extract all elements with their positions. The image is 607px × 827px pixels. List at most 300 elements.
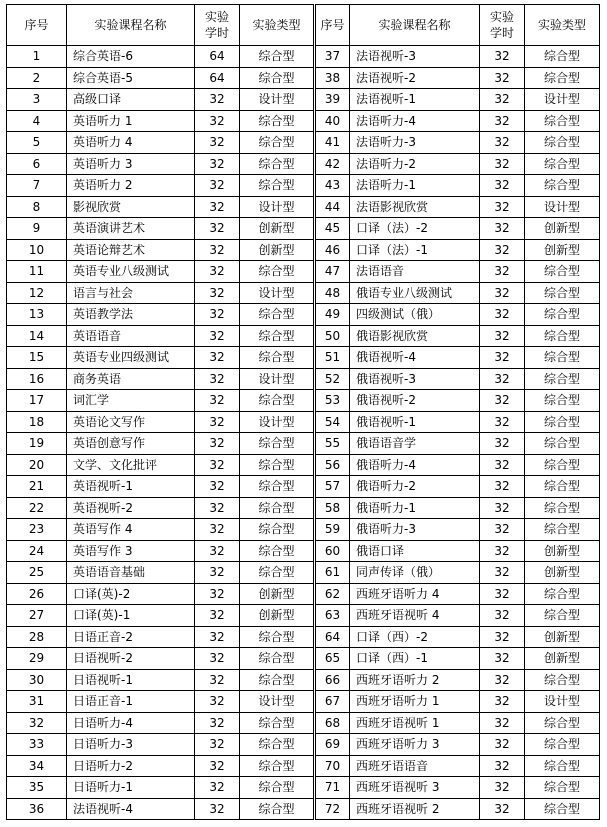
row-seq-right: 67	[315, 691, 350, 713]
row-type-right: 综合型	[525, 433, 600, 455]
row-seq: 13	[7, 304, 67, 326]
row-seq-right: 46	[315, 239, 350, 261]
row-course-name: 语言与社会	[67, 282, 195, 304]
row-course-name: 日语听力-4	[67, 712, 195, 734]
row-type-right: 综合型	[525, 261, 600, 283]
row-seq: 24	[7, 540, 67, 562]
row-hours-right: 32	[480, 433, 525, 455]
row-seq: 19	[7, 433, 67, 455]
header-course-name-right: 实验课程名称	[350, 5, 480, 46]
row-course-name: 口译(英)-1	[67, 605, 195, 627]
row-seq: 26	[7, 583, 67, 605]
row-seq-right: 37	[315, 46, 350, 68]
row-hours: 32	[195, 153, 240, 175]
row-type: 综合型	[240, 712, 315, 734]
row-seq: 15	[7, 347, 67, 369]
row-seq-right: 61	[315, 562, 350, 584]
row-hours-right: 32	[480, 691, 525, 713]
table-row	[7, 691, 600, 713]
table-row	[7, 712, 600, 734]
table-row	[7, 110, 600, 132]
header-hours-line1: 实验	[204, 10, 229, 24]
row-course-name-right: 法语影视欣赏	[350, 196, 480, 218]
row-hours-right: 32	[480, 626, 525, 648]
table-row	[7, 583, 600, 605]
row-seq: 18	[7, 411, 67, 433]
row-hours: 32	[195, 540, 240, 562]
row-seq-right: 44	[315, 196, 350, 218]
row-course-name-right: 法语视听-1	[350, 89, 480, 111]
row-seq-right: 69	[315, 734, 350, 756]
row-course-name-right: 西班牙语视听 2	[350, 798, 480, 820]
row-seq-right: 54	[315, 411, 350, 433]
row-hours: 32	[195, 497, 240, 519]
header-course-name: 实验课程名称	[67, 5, 195, 46]
table-row	[7, 562, 600, 584]
row-course-name-right: 西班牙语听力 3	[350, 734, 480, 756]
row-hours-right: 32	[480, 196, 525, 218]
row-hours: 32	[195, 476, 240, 498]
header-hours	[195, 5, 240, 46]
row-type-right: 综合型	[525, 798, 600, 820]
row-hours-right: 32	[480, 368, 525, 390]
row-course-name: 日语视听-1	[67, 669, 195, 691]
row-hours: 32	[195, 755, 240, 777]
row-seq-right: 43	[315, 175, 350, 197]
row-course-name-right: 口译（西）-2	[350, 626, 480, 648]
row-type: 综合型	[240, 132, 315, 154]
row-course-name: 英语听力 2	[67, 175, 195, 197]
row-seq-right: 49	[315, 304, 350, 326]
row-hours-right: 32	[480, 282, 525, 304]
row-course-name-right: 法语听力-1	[350, 175, 480, 197]
row-seq: 12	[7, 282, 67, 304]
row-hours: 32	[195, 261, 240, 283]
row-seq-right: 56	[315, 454, 350, 476]
row-course-name: 英语视听-1	[67, 476, 195, 498]
row-hours: 32	[195, 411, 240, 433]
row-seq: 36	[7, 798, 67, 820]
header-row	[7, 5, 600, 46]
row-seq-right: 48	[315, 282, 350, 304]
row-course-name: 英语听力 4	[67, 132, 195, 154]
row-type-right: 综合型	[525, 368, 600, 390]
row-type: 综合型	[240, 476, 315, 498]
row-hours-right: 32	[480, 648, 525, 670]
row-course-name: 日语视听-2	[67, 648, 195, 670]
row-seq: 32	[7, 712, 67, 734]
header-seq: 序号	[7, 5, 67, 46]
row-type-right: 综合型	[525, 669, 600, 691]
table-row	[7, 153, 600, 175]
row-type: 综合型	[240, 519, 315, 541]
header-type: 实验类型	[240, 5, 315, 46]
row-type-right: 综合型	[525, 46, 600, 68]
row-seq-right: 45	[315, 218, 350, 240]
row-hours: 32	[195, 562, 240, 584]
row-type: 综合型	[240, 540, 315, 562]
row-type: 综合型	[240, 347, 315, 369]
row-course-name-right: 西班牙语听力 2	[350, 669, 480, 691]
row-seq-right: 70	[315, 755, 350, 777]
row-type: 设计型	[240, 89, 315, 111]
row-hours: 32	[195, 239, 240, 261]
row-course-name-right: 口译（法）-2	[350, 218, 480, 240]
row-course-name-right: 法语听力-4	[350, 110, 480, 132]
table-row	[7, 390, 600, 412]
row-type-right: 综合型	[525, 304, 600, 326]
row-seq: 17	[7, 390, 67, 412]
table-row	[7, 605, 600, 627]
row-course-name: 英语写作 3	[67, 540, 195, 562]
row-type-right: 综合型	[525, 347, 600, 369]
row-seq-right: 65	[315, 648, 350, 670]
row-type-right: 综合型	[525, 67, 600, 89]
table-row	[7, 734, 600, 756]
table-body	[7, 46, 600, 820]
table-row	[7, 648, 600, 670]
row-seq-right: 62	[315, 583, 350, 605]
row-course-name-right: 同声传译（俄）	[350, 562, 480, 584]
row-hours-right: 32	[480, 110, 525, 132]
row-course-name-right: 俄语听力-1	[350, 497, 480, 519]
row-seq: 28	[7, 626, 67, 648]
header-hours-right	[480, 5, 525, 46]
row-seq-right: 51	[315, 347, 350, 369]
row-type-right: 综合型	[525, 476, 600, 498]
row-seq: 30	[7, 669, 67, 691]
row-seq: 1	[7, 46, 67, 68]
row-course-name: 英语论辩艺术	[67, 239, 195, 261]
row-course-name: 英语听力 1	[67, 110, 195, 132]
row-seq: 6	[7, 153, 67, 175]
row-seq: 20	[7, 454, 67, 476]
row-seq: 21	[7, 476, 67, 498]
row-seq-right: 38	[315, 67, 350, 89]
row-seq-right: 68	[315, 712, 350, 734]
row-course-name-right: 俄语语音学	[350, 433, 480, 455]
row-hours-right: 32	[480, 712, 525, 734]
row-seq: 11	[7, 261, 67, 283]
row-type-right: 综合型	[525, 325, 600, 347]
row-hours-right: 32	[480, 67, 525, 89]
row-type: 创新型	[240, 583, 315, 605]
row-type: 综合型	[240, 304, 315, 326]
table-row	[7, 669, 600, 691]
row-type: 设计型	[240, 368, 315, 390]
row-hours: 32	[195, 282, 240, 304]
row-seq: 34	[7, 755, 67, 777]
row-hours: 32	[195, 691, 240, 713]
row-type: 综合型	[240, 734, 315, 756]
row-course-name: 日语正音-1	[67, 691, 195, 713]
row-course-name: 英语论文写作	[67, 411, 195, 433]
row-seq-right: 50	[315, 325, 350, 347]
row-type-right: 综合型	[525, 519, 600, 541]
row-course-name: 英语演讲艺术	[67, 218, 195, 240]
row-type: 综合型	[240, 175, 315, 197]
row-hours: 32	[195, 777, 240, 799]
row-type-right: 综合型	[525, 390, 600, 412]
table-row	[7, 540, 600, 562]
row-type-right: 综合型	[525, 497, 600, 519]
row-hours-right: 32	[480, 89, 525, 111]
row-hours-right: 32	[480, 734, 525, 756]
row-hours: 32	[195, 712, 240, 734]
row-course-name-right: 西班牙语听力 1	[350, 691, 480, 713]
row-hours-right: 32	[480, 777, 525, 799]
row-course-name: 文学、文化批评	[67, 454, 195, 476]
row-seq-right: 52	[315, 368, 350, 390]
row-type: 综合型	[240, 153, 315, 175]
row-hours-right: 32	[480, 175, 525, 197]
row-type-right: 设计型	[525, 89, 600, 111]
row-hours-right: 32	[480, 605, 525, 627]
row-type-right: 综合型	[525, 110, 600, 132]
row-type-right: 综合型	[525, 605, 600, 627]
row-hours: 32	[195, 175, 240, 197]
row-type-right: 综合型	[525, 175, 600, 197]
row-seq-right: 66	[315, 669, 350, 691]
row-hours-right: 32	[480, 476, 525, 498]
row-course-name: 综合英语-6	[67, 46, 195, 68]
table-row	[7, 368, 600, 390]
row-seq-right: 53	[315, 390, 350, 412]
row-course-name-right: 西班牙语视听 4	[350, 605, 480, 627]
row-hours-right: 32	[480, 239, 525, 261]
row-hours-right: 32	[480, 218, 525, 240]
row-type-right: 综合型	[525, 755, 600, 777]
row-hours-right: 32	[480, 153, 525, 175]
row-course-name: 英语专业四级测试	[67, 347, 195, 369]
table-row	[7, 755, 600, 777]
row-type-right: 综合型	[525, 734, 600, 756]
row-hours-right: 32	[480, 583, 525, 605]
row-type: 创新型	[240, 218, 315, 240]
row-course-name: 英语写作 4	[67, 519, 195, 541]
row-course-name: 英语语音基础	[67, 562, 195, 584]
row-course-name: 英语专业八级测试	[67, 261, 195, 283]
row-course-name-right: 俄语口译	[350, 540, 480, 562]
row-hours-right: 32	[480, 261, 525, 283]
row-hours-right: 32	[480, 540, 525, 562]
table-row	[7, 218, 600, 240]
row-hours: 32	[195, 648, 240, 670]
row-hours: 32	[195, 304, 240, 326]
row-seq: 14	[7, 325, 67, 347]
table-row	[7, 476, 600, 498]
row-seq-right: 63	[315, 605, 350, 627]
row-seq: 33	[7, 734, 67, 756]
row-seq: 2	[7, 67, 67, 89]
row-hours: 32	[195, 798, 240, 820]
row-seq-right: 40	[315, 110, 350, 132]
row-hours-right: 32	[480, 519, 525, 541]
table-row	[7, 519, 600, 541]
row-hours: 32	[195, 132, 240, 154]
row-type: 综合型	[240, 433, 315, 455]
table-row	[7, 325, 600, 347]
row-course-name: 口译(英)-2	[67, 583, 195, 605]
row-type-right: 创新型	[525, 648, 600, 670]
row-course-name: 影视欣赏	[67, 196, 195, 218]
row-seq-right: 55	[315, 433, 350, 455]
row-seq: 7	[7, 175, 67, 197]
row-type: 综合型	[240, 390, 315, 412]
row-hours: 32	[195, 519, 240, 541]
row-type: 综合型	[240, 562, 315, 584]
row-course-name-right: 西班牙语听力 4	[350, 583, 480, 605]
row-hours: 32	[195, 454, 240, 476]
row-seq-right: 42	[315, 153, 350, 175]
row-hours: 64	[195, 46, 240, 68]
row-type-right: 综合型	[525, 282, 600, 304]
row-seq: 31	[7, 691, 67, 713]
row-hours: 32	[195, 734, 240, 756]
table-row	[7, 132, 600, 154]
row-type: 综合型	[240, 626, 315, 648]
row-course-name: 日语听力-3	[67, 734, 195, 756]
row-type: 综合型	[240, 777, 315, 799]
row-type-right: 设计型	[525, 196, 600, 218]
row-course-name: 高级口译	[67, 89, 195, 111]
row-course-name: 英语听力 3	[67, 153, 195, 175]
header-seq-right: 序号	[315, 5, 350, 46]
row-type: 综合型	[240, 325, 315, 347]
row-course-name: 英语创意写作	[67, 433, 195, 455]
row-course-name-right: 西班牙语视听 3	[350, 777, 480, 799]
row-type-right: 创新型	[525, 626, 600, 648]
row-type-right: 综合型	[525, 132, 600, 154]
row-seq: 3	[7, 89, 67, 111]
header-hours-line1-right: 实验	[489, 10, 514, 24]
header-type-right: 实验类型	[525, 5, 600, 46]
row-hours: 32	[195, 325, 240, 347]
row-hours-right: 32	[480, 798, 525, 820]
row-hours: 32	[195, 368, 240, 390]
row-type: 设计型	[240, 196, 315, 218]
row-type-right: 创新型	[525, 540, 600, 562]
row-course-name: 英语视听-2	[67, 497, 195, 519]
row-seq-right: 71	[315, 777, 350, 799]
row-course-name-right: 口译（法）-1	[350, 239, 480, 261]
table-row	[7, 777, 600, 799]
row-hours: 32	[195, 347, 240, 369]
row-hours: 32	[195, 218, 240, 240]
row-hours: 32	[195, 390, 240, 412]
row-type: 综合型	[240, 497, 315, 519]
row-type-right: 创新型	[525, 218, 600, 240]
row-course-name-right: 西班牙语视听 1	[350, 712, 480, 734]
row-course-name: 词汇学	[67, 390, 195, 412]
table-row	[7, 497, 600, 519]
row-type-right: 创新型	[525, 562, 600, 584]
row-course-name-right: 法语视听-3	[350, 46, 480, 68]
row-hours-right: 32	[480, 304, 525, 326]
row-course-name-right: 俄语视听-2	[350, 390, 480, 412]
row-hours-right: 32	[480, 325, 525, 347]
table-row	[7, 454, 600, 476]
row-type: 创新型	[240, 239, 315, 261]
table-row	[7, 175, 600, 197]
row-course-name-right: 法语听力-3	[350, 132, 480, 154]
row-seq-right: 47	[315, 261, 350, 283]
row-hours: 32	[195, 196, 240, 218]
table-row	[7, 261, 600, 283]
table-row	[7, 67, 600, 89]
row-type: 综合型	[240, 110, 315, 132]
row-course-name-right: 俄语专业八级测试	[350, 282, 480, 304]
row-type-right: 设计型	[525, 691, 600, 713]
row-hours-right: 32	[480, 411, 525, 433]
row-type-right: 综合型	[525, 712, 600, 734]
row-course-name-right: 法语语音	[350, 261, 480, 283]
row-course-name-right: 法语视听-2	[350, 67, 480, 89]
row-hours-right: 32	[480, 46, 525, 68]
row-seq-right: 39	[315, 89, 350, 111]
row-seq-right: 58	[315, 497, 350, 519]
row-seq: 35	[7, 777, 67, 799]
row-type: 设计型	[240, 691, 315, 713]
row-hours-right: 32	[480, 497, 525, 519]
row-hours: 32	[195, 433, 240, 455]
row-course-name-right: 俄语视听-4	[350, 347, 480, 369]
header-hours-line2-right: 学时	[489, 26, 514, 40]
row-course-name: 英语教学法	[67, 304, 195, 326]
row-seq: 16	[7, 368, 67, 390]
row-type: 设计型	[240, 411, 315, 433]
row-seq: 9	[7, 218, 67, 240]
row-course-name: 综合英语-5	[67, 67, 195, 89]
table-row	[7, 196, 600, 218]
table-row	[7, 282, 600, 304]
row-hours: 32	[195, 583, 240, 605]
row-course-name: 日语正音-2	[67, 626, 195, 648]
table-row	[7, 347, 600, 369]
row-course-name-right: 俄语听力-4	[350, 454, 480, 476]
row-seq-right: 64	[315, 626, 350, 648]
row-seq-right: 41	[315, 132, 350, 154]
table-row	[7, 626, 600, 648]
row-seq: 23	[7, 519, 67, 541]
row-course-name-right: 口译（西）-1	[350, 648, 480, 670]
row-course-name-right: 西班牙语语音	[350, 755, 480, 777]
row-hours-right: 32	[480, 562, 525, 584]
row-hours-right: 32	[480, 669, 525, 691]
row-course-name: 法语视听-4	[67, 798, 195, 820]
table-row	[7, 239, 600, 261]
row-seq: 5	[7, 132, 67, 154]
row-course-name-right: 俄语听力-2	[350, 476, 480, 498]
row-course-name: 商务英语	[67, 368, 195, 390]
table-row	[7, 89, 600, 111]
row-course-name-right: 俄语视听-1	[350, 411, 480, 433]
row-hours-right: 32	[480, 390, 525, 412]
row-hours: 32	[195, 626, 240, 648]
row-hours-right: 32	[480, 132, 525, 154]
row-course-name-right: 四级测试（俄）	[350, 304, 480, 326]
row-course-name: 英语语音	[67, 325, 195, 347]
row-hours-right: 32	[480, 454, 525, 476]
row-type: 综合型	[240, 454, 315, 476]
row-type-right: 综合型	[525, 583, 600, 605]
row-type-right: 综合型	[525, 411, 600, 433]
row-course-name-right: 俄语听力-3	[350, 519, 480, 541]
header-hours-line2: 学时	[204, 26, 229, 40]
table-row	[7, 798, 600, 820]
row-seq-right: 59	[315, 519, 350, 541]
row-seq: 4	[7, 110, 67, 132]
